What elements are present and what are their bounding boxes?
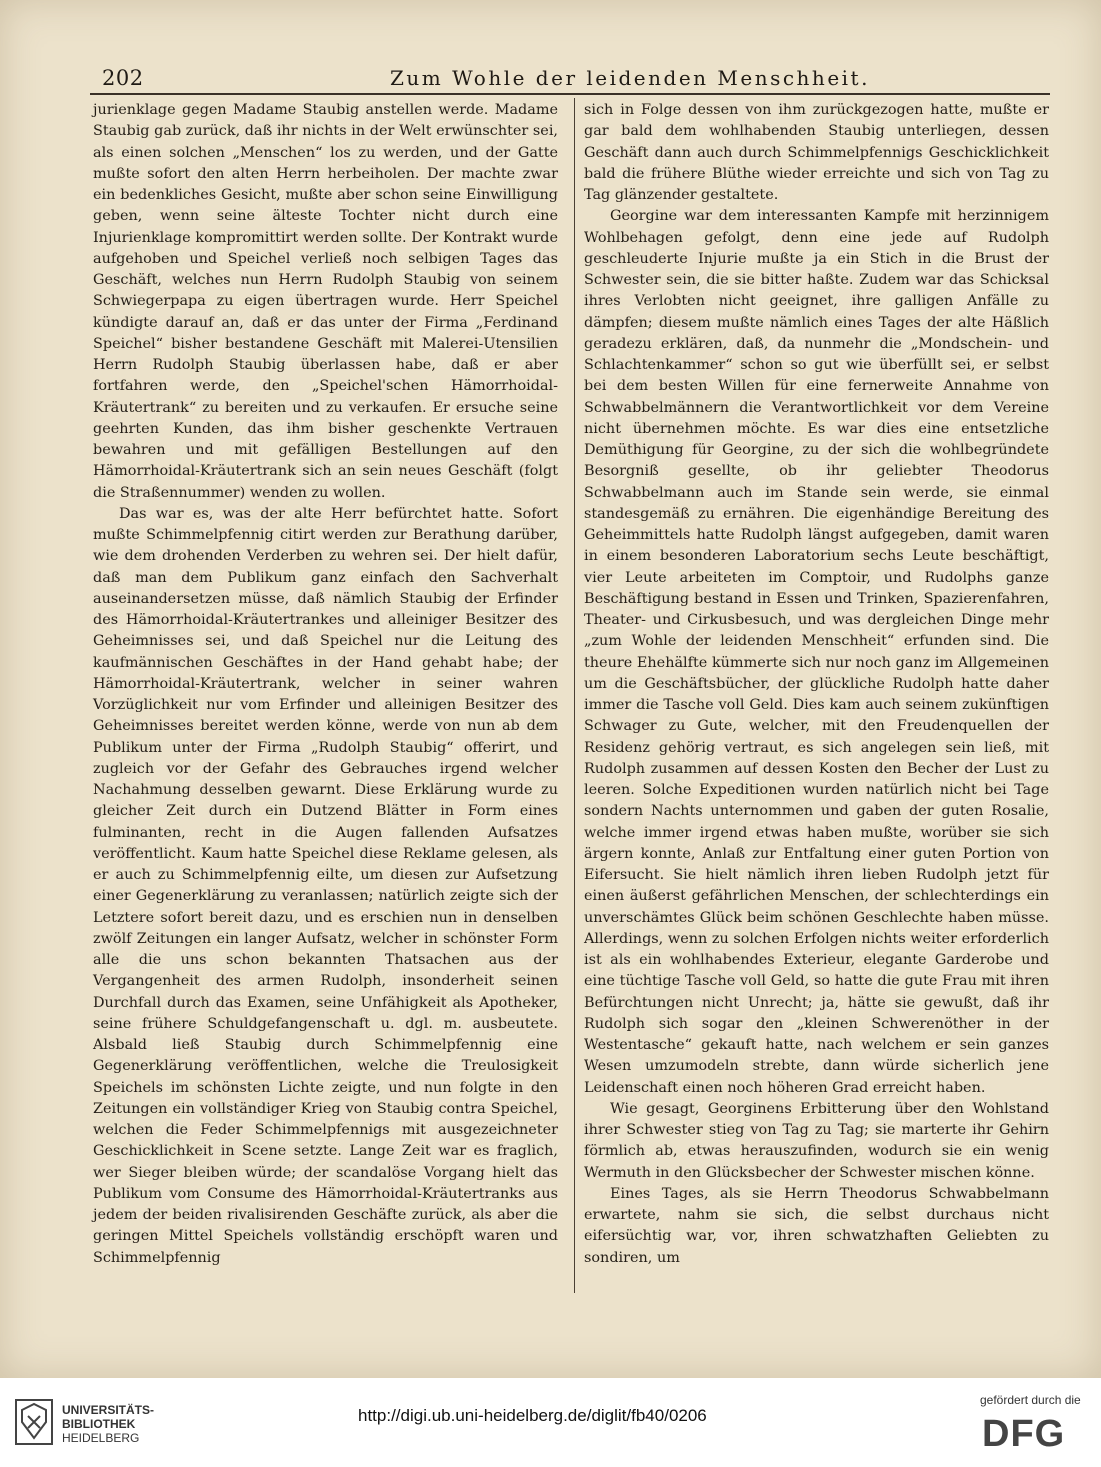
page-header xyxy=(90,64,1050,94)
funding-label: gefördert durch die xyxy=(980,1393,1081,1407)
dfg-logo: DFG xyxy=(982,1413,1066,1455)
running-title: Zum Wohle der leidenden Menschheit. xyxy=(390,66,870,90)
paragraph: Georgine war dem interessanten Kampfe mit herzinnigem Wohlbehagen gefolgt, denn eine jede auf Rudolph geschleuderte Injurie mußte ja ein Stich in die Brust der Schwester sein, die sie bitter haßte. Zudem war das Schicksal ihres Verlobten nicht geeignet, ihre galligen Anfälle zu dämpfen; diesem mußte nämlich eines Tages der alte Häßlich geradezu erklären, daß, da nunmehr die „Mondschein- und Schlachtenkammer“ schon so gut wie überfüllt sei, er selbst bei dem besten Willen für eine fernerweite Annahme von Schwabbelmännern die Verantwortlichkeit vor dem Vereine nicht übernehmen möchte. Es war dies eine entsetzliche Demüthigung für Georgine, zu der sich die wohlbegründete Besorgniß gesellte, ob ihr geliebter Theodorus Schwabbelmann auch im Stande sein werde, sie einmal standesgemäß zu ernähren. Die eigenhändige Bereitung des Geheimmittels hatte Rudolph längst aufgegeben, damit waren in einem besonderen Laboratorium sechs Leute beschäftigt, vier Leute arbeiteten im Comptoir, und Rudolphs ganze Beschäftigung bestand in Essen und Trinken, Spazierenfahren, Theater- und Cirkusbesuch, und was dergleichen Dinge mehr „zum Wohle der leidenden Menschheit“ erfunden sind. Die theure Ehehälfte kümmerte sich nur noch ganz im Allgemeinen um die Geschäftsbücher, der glückliche Rudolph hatte daher immer die Tasche voll Geld. Dies kam auch seinem zukünftigen Schwager zu Gute, welcher, mit den Freudenquellen der Residenz gehörig vertraut, es sich angelegen sein ließ, mit Rudolph zusammen auf dessen Kosten den Becher der Lust zu leeren. Solche Expeditionen wurden natürlich nicht bei Tage sondern Nachts unternommen und gaben der guten Rosalie, welche immer irgend etwas haben mußte, worüber sie sich ärgern konnte, Anlaß zur Entfaltung einer guten Portion von Eifersucht. Sie hielt nämlich ihren lieben Rudolph jetzt für einen äußerst gefährlichen Menschen, der schlechterdings ein unverschämtes Glück beim schönen Geschlechte haben müsse. Allerdings, wenn zu solchen Erfolgen nichts weiter erforderlich ist als ein wohlhabendes Exterieur, elegante Garderobe und eine tüchtige Tasche voll Geld, so hatte die gute Frau mit ihren Befürchtungen nicht Unrecht; ja, hätte sie gewußt, daß ihr Rudolph sich sogar den „kleinen Schwerenöther in der Westentasche“ gekauft hatte, nach welchem er sein ganzes Wesen umzumodeln strebte, dann würde sicherlich jene Leidenschaft einen noch höheren Grad erreicht haben. xyxy=(584,208,1049,1096)
paragraph: jurienklage gegen Madame Staubig anstellen werde. Madame Staubig gab zurück, daß ihr nichts in der Welt erwünschter sei, als einen solchen „Menschen“ los zu werden, und der Gatte mußte sofort den alten Herrn herbeiholen. Der machte zwar ein bedenkliches Gesicht, mußte aber schon seine Einwilligung geben, wenn seine älteste Tochter nicht durch eine Injurienklage kompromittirt werden sollte. Der Kontrakt wurde aufgehoben und Speichel verließ noch selbigen Tages das Geschäft, welches nun Herrn Rudolph Staubig von seinem Schwiegerpapa zu eigen übertragen wurde. Herr Speichel kündigte darauf an, daß er das unter der Firma „Ferdinand Speichel“ bisher bestandene Geschäft mit Malerei-Utensilien Herrn Rudolph Staubig überlassen habe, daß er aber fortfahren werde, den „Speichel'schen Hämorrhoidal-Kräutertrank“ zu bereiten und zu verkaufen. Er ersuche seine geehrten Kunden, das ihm bisher geschenkte Vertrauen bewahren und mit gefälligen Bestellungen auf den Hämorrhoidal-Kräutertrank sich an sein neues Geschäft (folgt die Straßennummer) wenden zu wollen. xyxy=(93,102,558,501)
viewer-footer xyxy=(0,1378,1101,1467)
library-name: UNIVERSITÄTS- BIBLIOTHEK HEIDELBERG xyxy=(62,1403,155,1445)
header-rule xyxy=(90,93,1050,95)
permalink[interactable]: http://digi.ub.uni-heidelberg.de/diglit/fb40/0206 xyxy=(358,1406,707,1425)
paragraph: sich in Folge dessen von ihm zurückgezogen hatte, mußte er gar bald dem wohlhabenden Staubig unterliegen, dessen Geschäft dann auch durch Schimmelpfennigs Geschicklichkeit bald die frühere Blüthe wieder erreichte und sich von Tag zu Tag glänzender gestaltete. xyxy=(584,102,1049,203)
left-column xyxy=(93,100,558,1269)
page-number: 202 xyxy=(102,66,144,90)
paragraph: Eines Tages, als sie Herrn Theodorus Schwabbelmann erwartete, nahm sie sich, die selbst durchaus nicht eifersüchtig war, vor, ihren schwatzhaften Geliebten zu sondiren, um xyxy=(584,1185,1049,1266)
university-seal-icon xyxy=(14,1398,54,1446)
paragraph: Wie gesagt, Georginens Erbitterung über den Wohlstand ihrer Schwester stieg von Tag zu Tag; sie marterte ihr Gehirn förmlich ab, etwas herauszufinden, wodurch sie ein wenig Wermuth in den Glücksbecher der Schwester mischen könne. xyxy=(584,1100,1049,1181)
column-divider xyxy=(574,98,575,1293)
paragraph: Das war es, was der alte Herr befürchtet hatte. Sofort mußte Schimmelpfennig citirt werden zur Berathung darüber, wie dem drohenden Verderben zu wehren sei. Der hielt dafür, daß man dem Publikum ganz einfach den Sachverhalt auseinandersetzen müsse, daß nämlich Staubig der Erfinder des Hämorrhoidal-Kräutertrankes und alleiniger Besitzer des Geheimnisses sei, und daß Speichel nur die Leitung des kaufmännischen Geschäftes in der Hand gehabt habe; der Hämorrhoidal-Kräutertrank, welcher in seiner wahren Vorzüglichkeit nur vom Erfinder und alleinigen Besitzer des Geheimnisses bereitet werden könne, werde von nun ab dem Publikum unter der Firma „Rudolph Staubig“ offerirt, und zugleich vor der Gefahr des Gebrauches irgend welcher Nachahmung desselben gewarnt. Diese Erklärung wurde zu gleicher Zeit durch ein Dutzend Blätter in Form eines fulminanten, recht in die Augen fallenden Aufsatzes veröffentlicht. Kaum hatte Speichel diese Reklame gelesen, als er auch zu Schimmelpfennig eilte, um diesen zur Aufsetzung einer Gegenerklärung zu veranlassen; natürlich zeigte sich der Letztere sofort bereit dazu, und es erschien nun in denselben zwölf Zeitungen ein langer Aufsatz, welcher in schönster Form alle die uns schon bekannten Thatsachen aus der Vergangenheit des armen Rudolph, insonderheit seinen Durchfall durch das Examen, seine Unfähigkeit als Apotheker, seine frühere Schuldgefangenschaft u. dgl. m. ausbeutete. Alsbald ließ Staubig durch Schimmelpfennig eine Gegenerklärung veröffentlichen, welche die Treulosigkeit Speichels im schönsten Lichte zeigte, und nun folgte in den Zeitungen ein vollständiger Krieg von Staubig contra Speichel, welchen die Feder Schimmelpfennigs mit ausgezeichneter Geschicklichkeit in Scene setzte. Lange Zeit war es fraglich, wer Sieger bleiben würde; der scandalöse Vorgang hielt das Publikum vom Consume des Hämorrhoidal-Kräutertranks aus jedem der beiden rivalisirenden Geschäfte zurück, als aber die geringen Mittel Speichels vollständig erschöpft waren und Schimmelpfennig xyxy=(93,505,558,1266)
right-column xyxy=(584,100,1049,1269)
